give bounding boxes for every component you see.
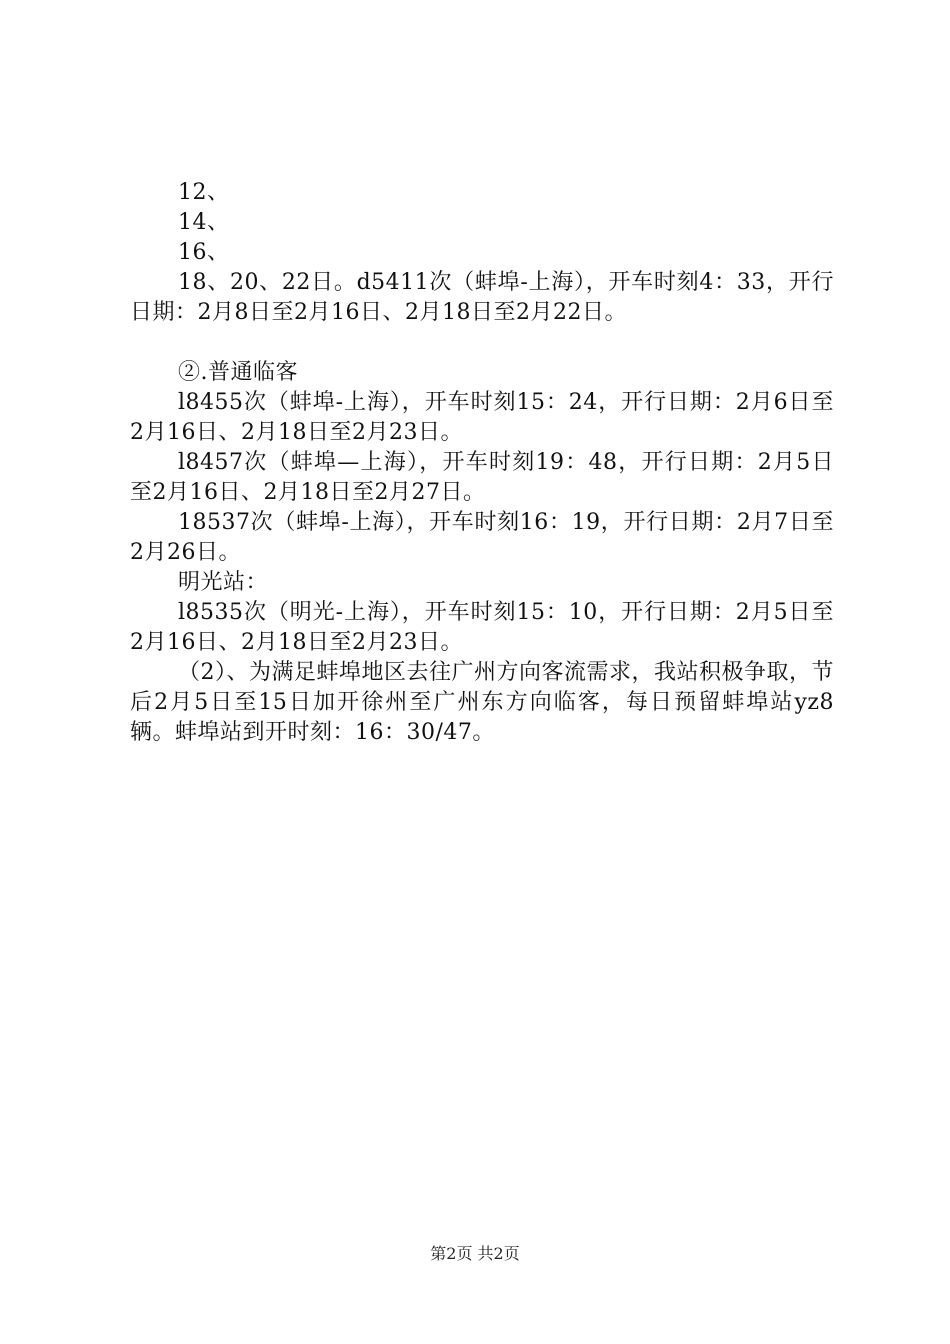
paragraph-d5411: 18、20、22日。d5411次（蚌埠-上海），开车时刻4：33，开行日期：2月8日至2月16日、2月18日至2月22日。 bbox=[130, 270, 834, 325]
page-footer: 第2页 共2页 bbox=[430, 1244, 520, 1263]
paragraph-date-12: 12、 bbox=[178, 180, 230, 205]
paragraph-date-16: 16、 bbox=[178, 240, 230, 265]
document-body bbox=[130, 178, 834, 748]
section-heading-regular-trains: ②.普通临客 bbox=[178, 360, 298, 385]
paragraph-18537: 18537次（蚌埠-上海），开车时刻16：19，开行日期：2月7日至2月26日。 bbox=[130, 510, 834, 565]
paragraph-l8535: l8535次（明光-上海），开车时刻15：10，开行日期：2月5日至2月16日、2月18日至2月23日。 bbox=[130, 600, 834, 655]
paragraph-l8455: l8455次（蚌埠-上海），开车时刻15：24，开行日期：2月6日至2月16日、2月18日至2月23日。 bbox=[130, 390, 834, 445]
paragraph-guangzhou-trains: （2）、为满足蚌埠地区去往广州方向客流需求，我站积极争取，节后2月5日至15日加开徐州至广州东方向临客，每日预留蚌埠站yz8辆。蚌埠站到开时刻：16：30/47。 bbox=[130, 660, 834, 745]
section-heading-mingguang-station: 明光站： bbox=[178, 570, 269, 595]
paragraph-l8457: l8457次（蚌埠—上海），开车时刻19：48，开行日期：2月5日至2月16日、2月18日至2月27日。 bbox=[130, 450, 834, 505]
paragraph-date-14: 14、 bbox=[178, 210, 230, 235]
